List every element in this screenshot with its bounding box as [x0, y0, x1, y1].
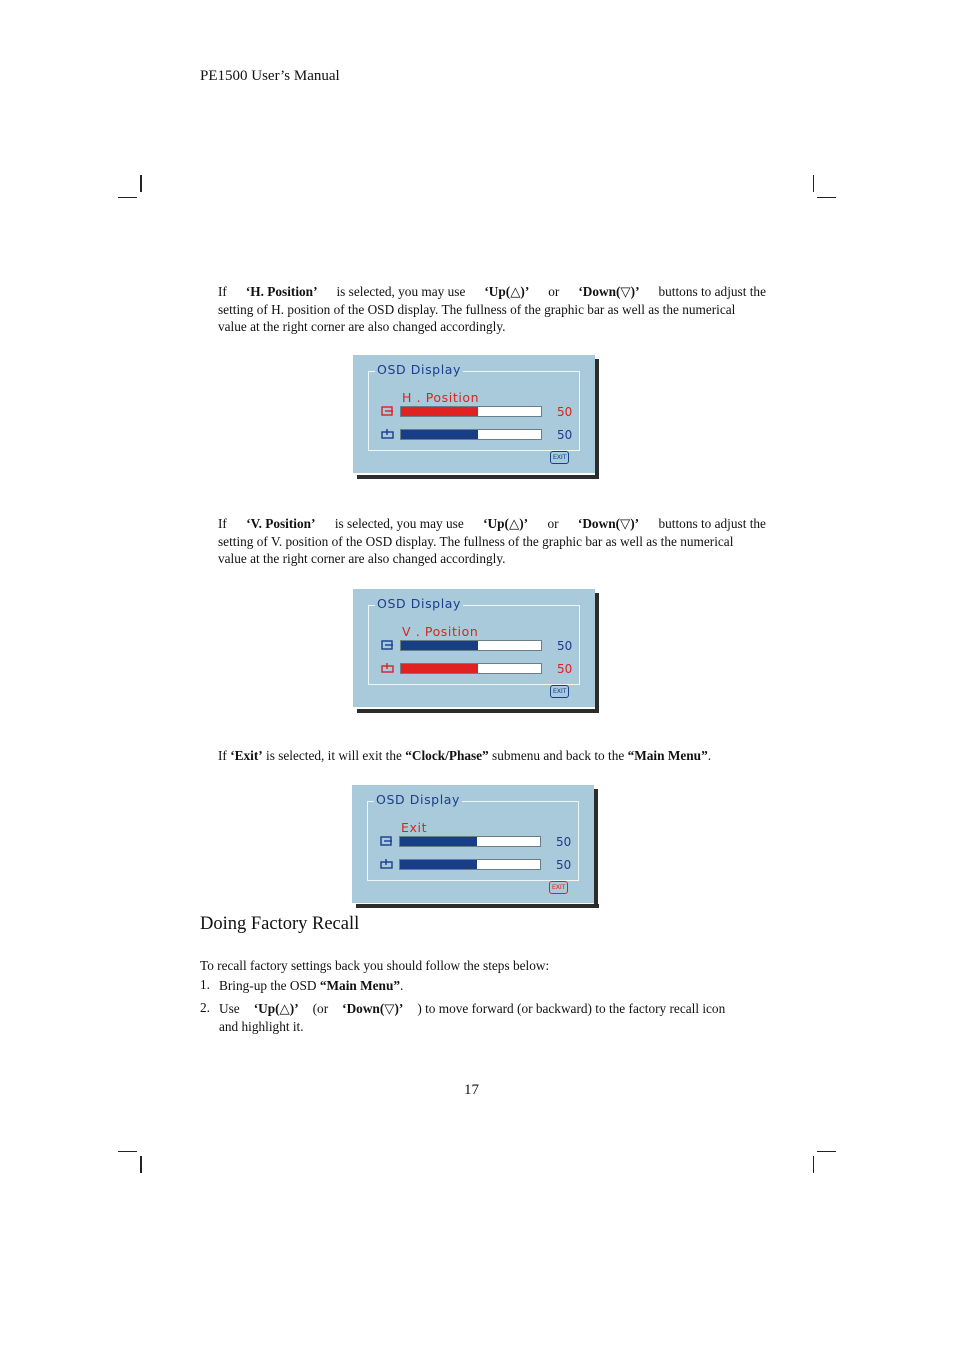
crop-mark: [817, 197, 836, 198]
step-text-part: Use: [219, 1001, 240, 1016]
step-line: and highlight it.: [219, 1019, 304, 1034]
osd-title: OSD Display: [376, 792, 461, 807]
crop-mark: [813, 1156, 814, 1173]
osd-panel-v-position: [353, 589, 595, 707]
panel-shadow: [356, 904, 599, 908]
h-position-bar: [399, 836, 541, 847]
main-menu-term: “Main Menu”: [627, 748, 708, 763]
step-text: [219, 977, 767, 995]
v-position-value: 50: [557, 428, 573, 442]
h-position-bar: [400, 640, 542, 651]
h-position-fill: [401, 641, 478, 650]
manual-header: PE1500 User’s Manual: [200, 68, 340, 84]
exit-text: .: [707, 748, 712, 763]
v-position-icon: [381, 663, 394, 673]
step-line: [219, 1000, 767, 1018]
word-if: If: [218, 284, 227, 299]
panel-shadow: [357, 475, 599, 479]
step-text-part: ) to move forward (or backward) to the factory recall icon: [417, 1001, 726, 1016]
v-position-term: ‘V. Position’: [246, 516, 316, 531]
paragraph-line: setting of H. position of the OSD display. The fullness of the graphic bar as well as the numerical: [218, 301, 736, 317]
exit-icon: EXIT: [550, 685, 569, 698]
exit-text: If: [218, 748, 231, 763]
crop-mark: [118, 197, 137, 198]
exit-text: is selected, it will exit the: [262, 748, 406, 763]
crop-mark: [118, 1151, 137, 1152]
up-button-ref: ‘Up(△)’: [483, 516, 529, 531]
h-position-term: ‘H. Position’: [245, 284, 318, 299]
v-position-fill: [401, 430, 478, 439]
v-position-icon: [381, 429, 394, 439]
up-button-ref: ‘Up(△)’: [253, 1001, 299, 1016]
exit-paragraph: [218, 747, 766, 765]
panel-shadow: [357, 709, 599, 713]
step-number: 2.: [200, 1000, 210, 1015]
h-position-value: 50: [556, 835, 572, 849]
h-position-icon: [381, 406, 394, 416]
v-position-paragraph: [218, 515, 766, 568]
crop-mark: [813, 175, 814, 192]
down-button-ref: ‘Down(▽)’: [577, 516, 640, 531]
main-menu-term: “Main Menu”: [319, 978, 400, 993]
h-position-value: 50: [557, 639, 573, 653]
selected-text: is selected, you may use: [336, 284, 466, 299]
exit-text: submenu and back to the: [488, 748, 628, 763]
step-text-part: (or: [312, 1001, 329, 1016]
panel-shadow: [595, 593, 599, 713]
v-position-bar: [400, 663, 542, 674]
v-position-fill: [401, 664, 478, 673]
panel-shadow: [595, 359, 599, 479]
selected-text: is selected, you may use: [334, 516, 464, 531]
crop-mark: [140, 1156, 142, 1173]
osd-title: OSD Display: [377, 362, 462, 377]
word-or: or: [547, 516, 559, 531]
up-button-ref: ‘Up(△)’: [484, 284, 530, 299]
word-or: or: [548, 284, 560, 299]
paragraph-line: setting of V. position of the OSD display. The fullness of the graphic bar as well as the numerical: [218, 533, 734, 549]
page-number: 17: [464, 1082, 479, 1098]
h-position-bar: [400, 406, 542, 417]
h-position-icon: [380, 836, 393, 846]
step-text-part: Bring-up the OSD: [219, 978, 320, 993]
crop-mark: [140, 175, 142, 192]
h-position-fill: [401, 407, 478, 416]
v-position-value: 50: [557, 662, 573, 676]
osd-panel-exit: [352, 785, 594, 903]
down-button-ref: ‘Down(▽)’: [578, 284, 640, 299]
step-number: 1.: [200, 977, 210, 992]
paragraph-line: value at the right corner are also changed accordingly.: [218, 551, 506, 566]
panel-shadow: [594, 789, 598, 908]
clock-phase-term: “Clock/Phase”: [405, 748, 489, 763]
exit-term: ‘Exit’: [230, 748, 263, 763]
section-intro: To recall factory settings back you should follow the steps below:: [200, 958, 550, 973]
step-text: [219, 1000, 767, 1036]
section-title: Doing Factory Recall: [200, 914, 360, 934]
down-button-ref: ‘Down(▽)’: [342, 1001, 404, 1016]
crop-mark: [817, 1151, 836, 1152]
exit-icon: EXIT: [550, 451, 569, 464]
word-if: If: [218, 516, 227, 531]
h-position-icon: [381, 640, 394, 650]
v-position-value: 50: [556, 858, 572, 872]
v-position-icon: [380, 859, 393, 869]
osd-title: OSD Display: [377, 596, 462, 611]
osd-subtitle: H . Position: [402, 390, 480, 405]
buttons-text: buttons to adjust the: [658, 284, 766, 299]
h-position-fill: [400, 837, 477, 846]
v-position-bar: [400, 429, 542, 440]
exit-icon: EXIT: [549, 881, 568, 894]
osd-subtitle: V . Position: [402, 624, 479, 639]
step-text-part: .: [400, 978, 404, 993]
osd-panel-h-position: [353, 355, 595, 473]
osd-subtitle: Exit: [401, 820, 428, 835]
h-position-value: 50: [557, 405, 573, 419]
v-position-bar: [399, 859, 541, 870]
h-position-paragraph: [218, 283, 766, 336]
buttons-text: buttons to adjust the: [658, 516, 766, 531]
v-position-fill: [400, 860, 477, 869]
paragraph-line: value at the right corner are also changed accordingly.: [218, 319, 506, 334]
